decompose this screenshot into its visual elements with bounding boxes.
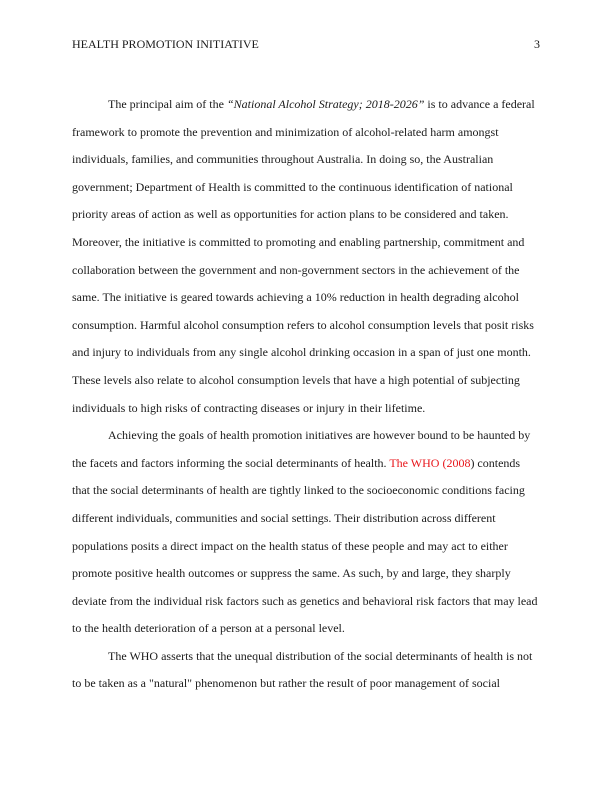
running-head: HEALTH PROMOTION INITIATIVE (72, 37, 259, 51)
paragraph-2-body: ) contends that the social determinants of health are tightly linked to the socioeconomic conditions facing different individuals, communities and social settings. Their distribution across different populations posits a direct impact on the health status of these people and may act to either promote positive health outcomes or suppress the same. As such, by and large, they sharply deviate from the individual risk factors such as genetics and behavioral risk factors that may lead to the health deterioration of a person at a personal level. (72, 455, 538, 636)
paragraph-1-body: is to advance a federal framework to promote the prevention and minimization of alcohol-related harm amongst individuals, families, and communities throughout Australia. In doing so, the Australian government; Department of Health is committed to the continuous identification of national priority areas of action as well as opportunities for action plans to be considered and taken. Moreover, the initiative is committed to promoting and enabling partnership, commitment and collaboration between the government and non-government sectors in the achievement of the same. The initiative is geared towards achieving a 10% reduction in health degrading alcohol consumption. Harmful alcohol consumption refers to alcohol consumption levels that posit risks and injury to individuals from any single alcohol drinking occasion in a span of just one month. These levels also relate to alcohol consumption levels that have a high potential of subjecting individuals to high risks of contracting diseases or injury in their lifetime. (72, 97, 535, 415)
page-number: 3 (534, 37, 540, 51)
body-text (72, 91, 540, 698)
paragraph-1-intro: The principal aim of the (108, 97, 227, 111)
page-header (72, 36, 540, 52)
paragraph-3-text: The WHO asserts that the unequal distribution of the social determinants of health is not to be taken as a "natural" phenomenon but rather the result of poor management of social (72, 648, 533, 691)
paragraph-2 (72, 422, 540, 643)
paragraph-1 (72, 91, 540, 422)
strategy-title: “National Alcohol Strategy; 2018-2026” (226, 97, 425, 111)
paragraph-3 (72, 643, 540, 698)
who-citation: The WHO (2008 (389, 455, 471, 470)
paragraph-2-intro: Achieving the goals of health promotion initiatives are however bound to be haunted by the facets and factors informing the social determinants of health. (72, 428, 531, 470)
